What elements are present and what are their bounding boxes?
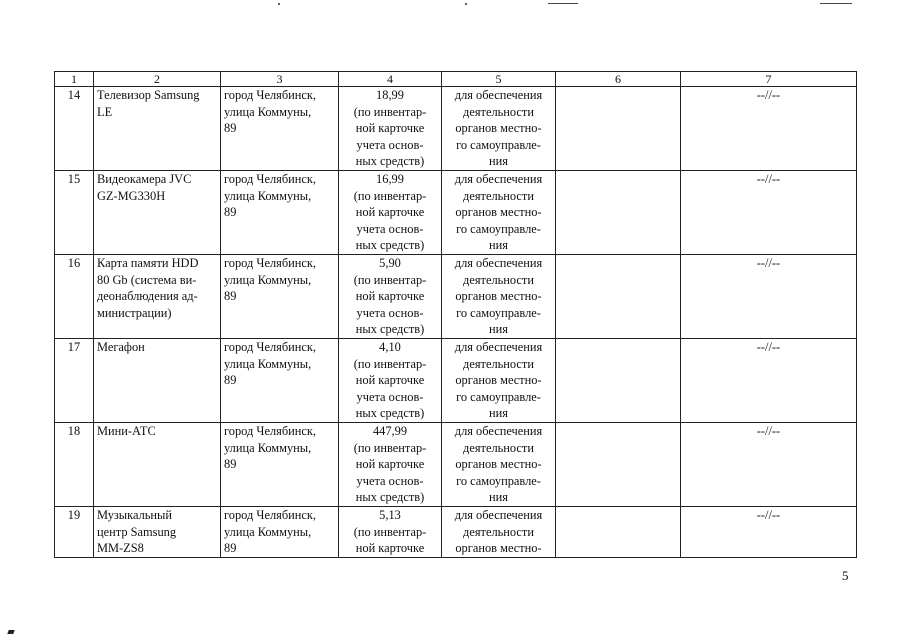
column-header: 6	[556, 72, 681, 87]
scan-artifact-mark	[7, 630, 14, 634]
table-row	[55, 339, 857, 423]
item-name: Мегафон	[94, 339, 221, 423]
column-header: 7	[681, 72, 857, 87]
item-col7: --//--	[681, 255, 857, 339]
row-number: 14	[55, 87, 94, 171]
column-header: 2	[94, 72, 221, 87]
item-name: Видеокамера JVC GZ-MG330H	[94, 171, 221, 255]
table-row	[55, 507, 857, 558]
table-row	[55, 87, 857, 171]
item-value: 447,99 (по инвентар- ной карточке учета основ- ных средств)	[339, 423, 442, 507]
item-address: город Челябинск, улица Коммуны, 89	[221, 87, 339, 171]
item-purpose: для обеспечения деятельности органов местно- го самоуправле- ния	[442, 171, 556, 255]
item-name: Музыкальный центр Samsung MM-ZS8	[94, 507, 221, 558]
item-name: Мини-АТС	[94, 423, 221, 507]
row-number: 19	[55, 507, 94, 558]
row-number: 16	[55, 255, 94, 339]
item-value: 16,99 (по инвентар- ной карточке учета основ- ных средств)	[339, 171, 442, 255]
column-header: 3	[221, 72, 339, 87]
item-col7: --//--	[681, 339, 857, 423]
item-col6	[556, 171, 681, 255]
item-purpose: для обеспечения деятельности органов местно-	[442, 507, 556, 558]
column-header: 5	[442, 72, 556, 87]
page-number: 5	[842, 568, 849, 583]
item-value: 18,99 (по инвентар- ной карточке учета основ- ных средств)	[339, 87, 442, 171]
item-address: город Челябинск, улица Коммуны, 89	[221, 507, 339, 558]
item-col7: --//--	[681, 171, 857, 255]
item-name: Карта памяти HDD 80 Gb (система ви- деонаблюдения ад- министрации)	[94, 255, 221, 339]
item-col6	[556, 507, 681, 558]
item-value: 4,10 (по инвентар- ной карточке учета основ- ных средств)	[339, 339, 442, 423]
table-row	[55, 171, 857, 255]
item-col7: --//--	[681, 507, 857, 558]
item-purpose: для обеспечения деятельности органов местно- го самоуправле- ния	[442, 339, 556, 423]
item-value: 5,13 (по инвентар- ной карточке	[339, 507, 442, 558]
item-col6	[556, 423, 681, 507]
item-col7: --//--	[681, 423, 857, 507]
item-address: город Челябинск, улица Коммуны, 89	[221, 423, 339, 507]
row-number: 15	[55, 171, 94, 255]
item-address: город Челябинск, улица Коммуны, 89	[221, 339, 339, 423]
item-purpose: для обеспечения деятельности органов местно- го самоуправле- ния	[442, 87, 556, 171]
item-address: город Челябинск, улица Коммуны, 89	[221, 171, 339, 255]
item-purpose: для обеспечения деятельности органов местно- го самоуправле- ния	[442, 255, 556, 339]
row-number: 17	[55, 339, 94, 423]
table-header-row	[55, 72, 857, 87]
item-value: 5,90 (по инвентар- ной карточке учета основ- ных средств)	[339, 255, 442, 339]
inventory-table	[54, 71, 857, 558]
column-header: 1	[55, 72, 94, 87]
scan-artifact-dot	[278, 3, 280, 5]
table-row	[55, 423, 857, 507]
scan-artifact-dot	[465, 3, 467, 5]
column-header: 4	[339, 72, 442, 87]
row-number: 18	[55, 423, 94, 507]
item-col7: --//--	[681, 87, 857, 171]
item-name: Телевизор Samsung LE	[94, 87, 221, 171]
item-col6	[556, 255, 681, 339]
item-col6	[556, 339, 681, 423]
item-col6	[556, 87, 681, 171]
scan-artifact-line	[820, 3, 852, 4]
item-address: город Челябинск, улица Коммуны, 89	[221, 255, 339, 339]
item-purpose: для обеспечения деятельности органов местно- го самоуправле- ния	[442, 423, 556, 507]
scan-artifact-line	[548, 3, 578, 4]
table-row	[55, 255, 857, 339]
